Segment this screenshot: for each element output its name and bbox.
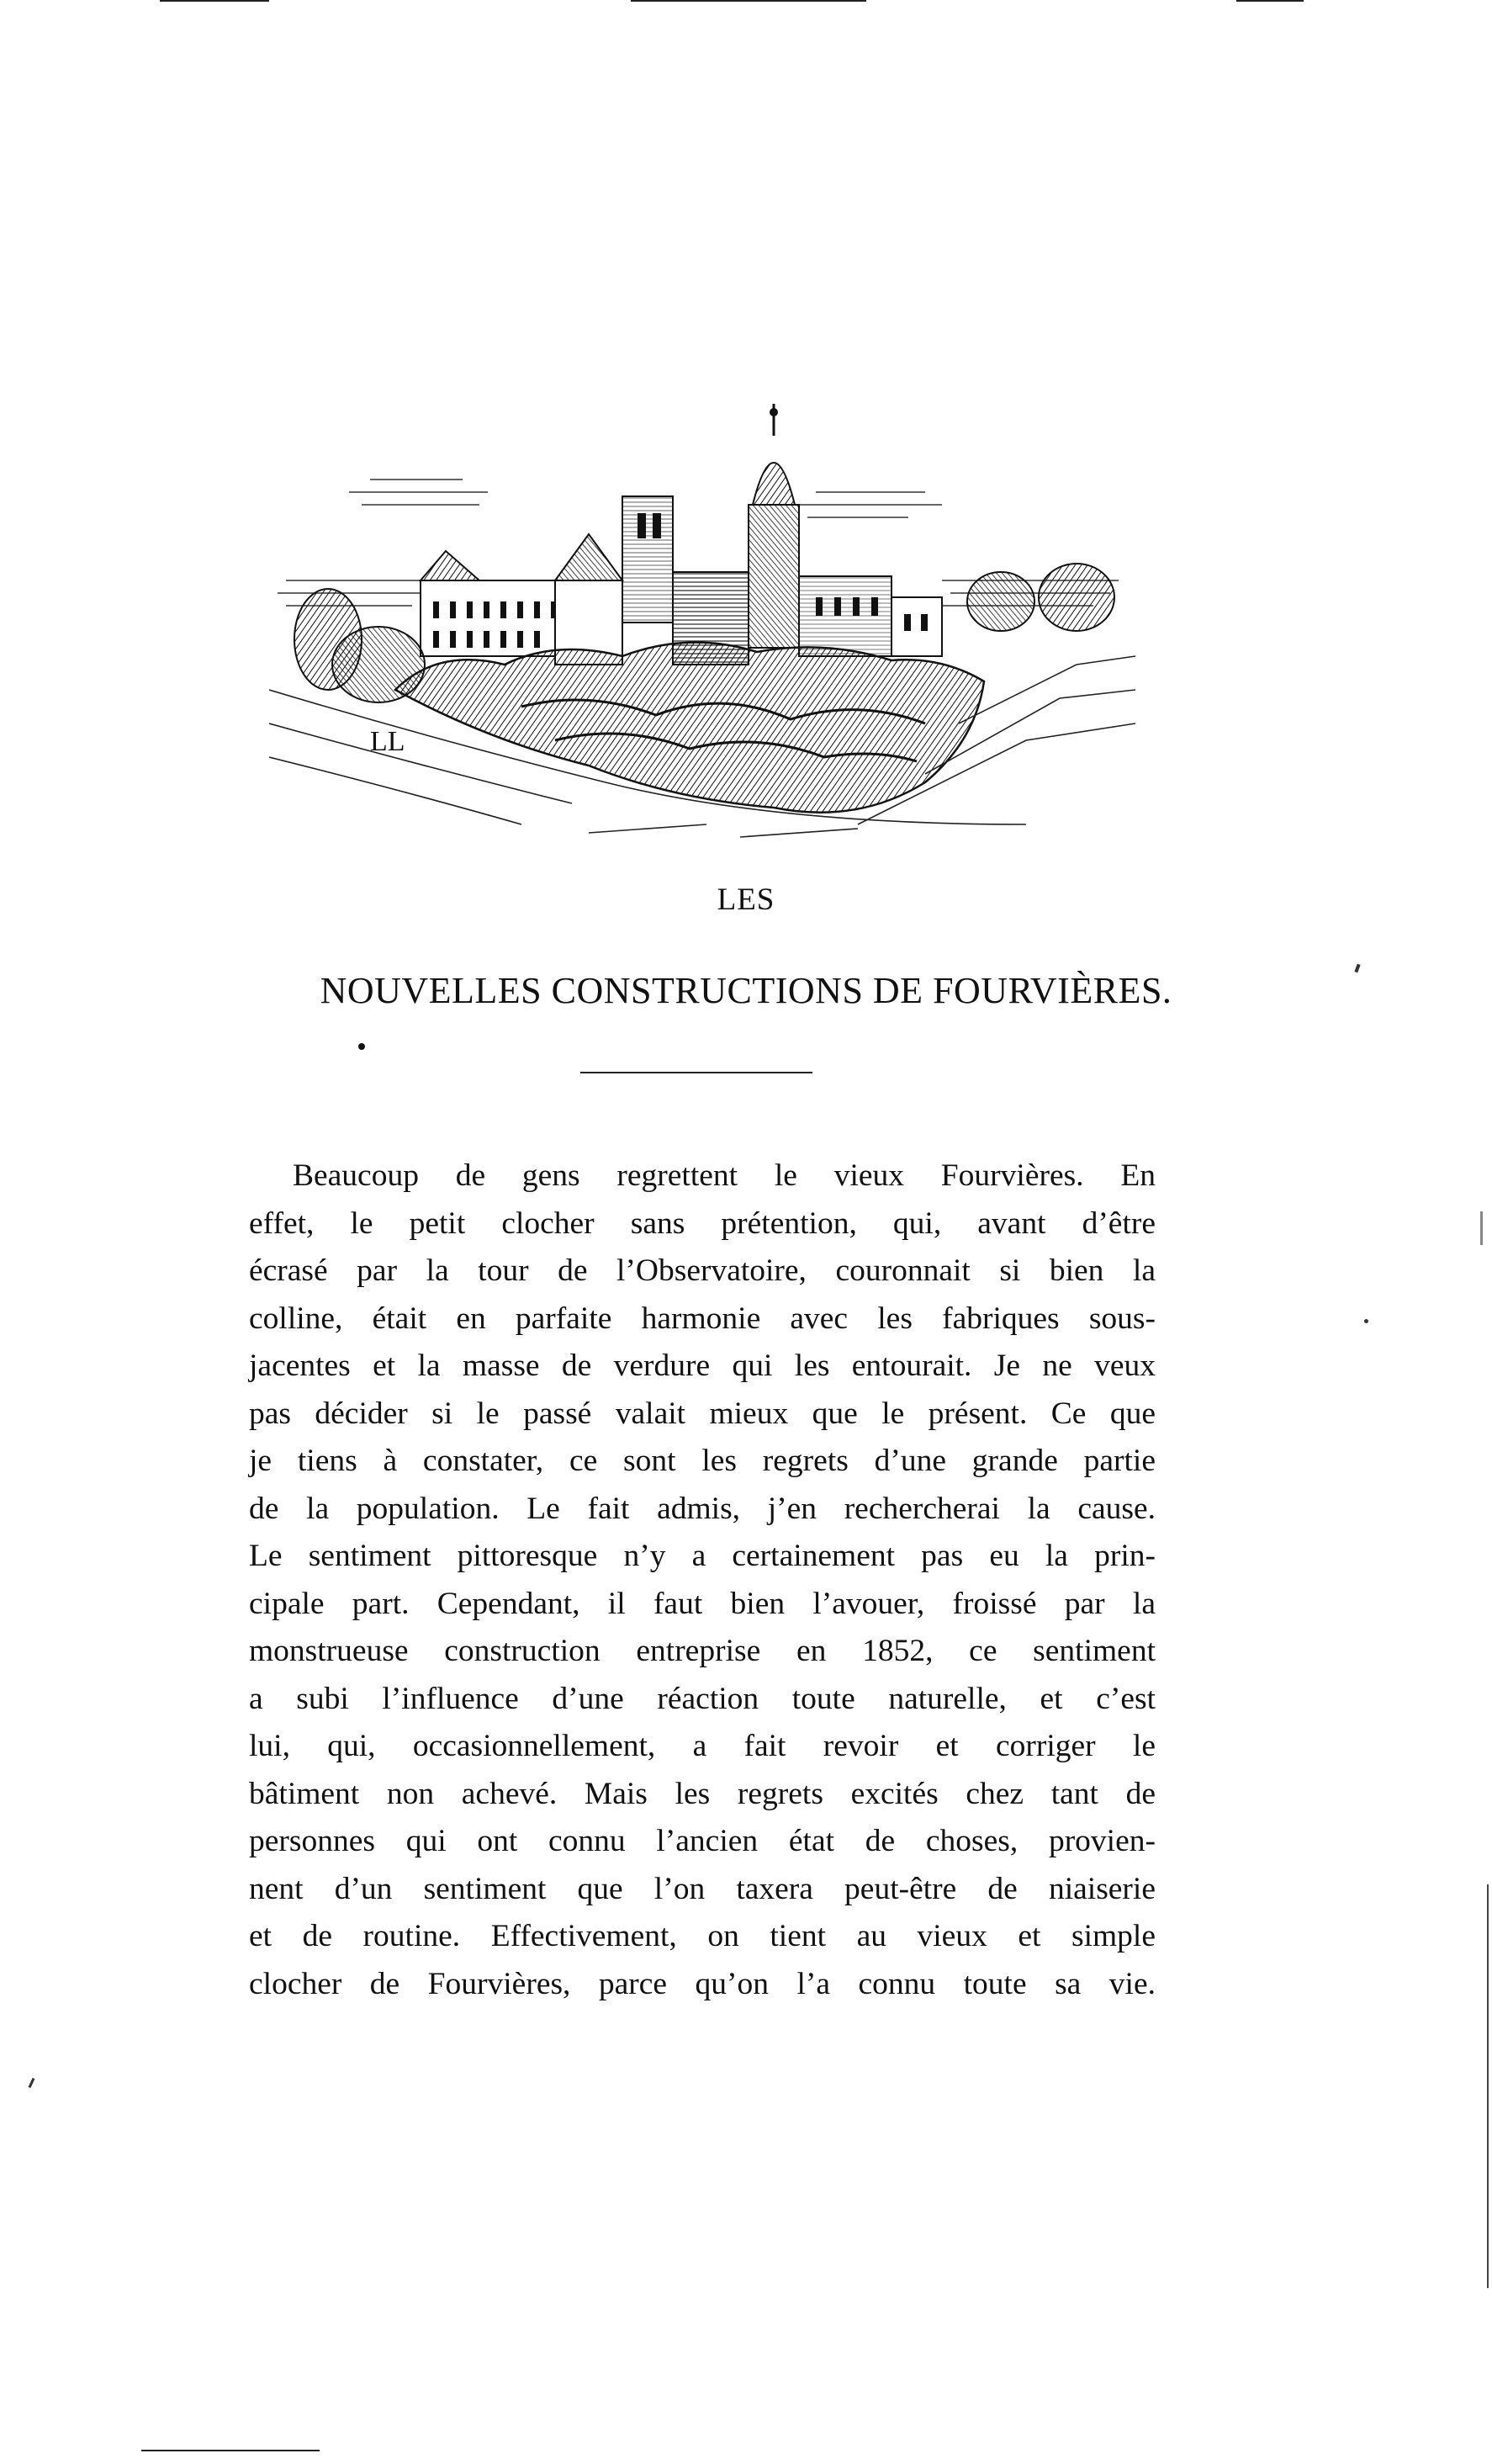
- text-line: et de routine. Effectivement, on tient au vieux et simple: [249, 1919, 1156, 1953]
- text-line: cipale part. Cependant, il faut bien l’avouer, froissé par la: [249, 1586, 1156, 1621]
- square-tower: [622, 496, 673, 623]
- margin-speck: [1364, 1319, 1368, 1323]
- text-line: a subi l’influence d’une réaction toute naturelle, et c’est: [249, 1681, 1156, 1716]
- text-line: effet, le petit clocher sans prétention, qui, avant d’être: [249, 1206, 1156, 1241]
- text-line: lui, qui, occasionnellement, a fait revoir et corriger le: [249, 1729, 1156, 1763]
- margin-speck: [29, 2078, 35, 2088]
- ink-dot: [358, 1043, 365, 1050]
- page-edge-line: [1487, 1884, 1489, 2288]
- bell-tower: [749, 404, 799, 648]
- section-separator: [580, 1072, 812, 1073]
- text-line: jacentes et la masse de verdure qui les entourait. Je ne veux: [249, 1349, 1156, 1383]
- text-line: écrasé par la tour de l’Observatoire, couronnait si bien la: [249, 1253, 1156, 1288]
- text-line: je tiens à constater, ce sont les regrets d’une grande partie: [249, 1444, 1156, 1478]
- body-paragraph: [249, 1153, 1156, 2008]
- text-line: Le sentiment pittoresque n’y a certainement pas eu la prin-: [249, 1539, 1156, 1573]
- top-edge-marks: [160, 0, 1337, 3]
- text-line: nent d’un sentiment que l’on taxera peut-être de niaiserie: [249, 1871, 1156, 1906]
- engraving-fourvieres-hill: [269, 387, 1144, 841]
- heading-les: LES: [717, 882, 775, 917]
- text-line: Beaucoup de gens regrettent le vieux Fourvières. En: [293, 1158, 1156, 1193]
- text-line: clocher de Fourvières, parce qu’on l’a connu toute sa vie.: [249, 1966, 1156, 2001]
- page-title: NOUVELLES CONSTRUCTIONS DE FOURVIÈRES.: [320, 970, 1172, 1011]
- text-line: de la population. Le fait admis, j’en rechercherai la cause.: [249, 1491, 1156, 1526]
- long-building: [421, 534, 622, 665]
- text-line: personnes qui ont connu l’ancien état de choses, provien-: [249, 1824, 1156, 1858]
- vegetation-mass: [395, 643, 984, 813]
- trees-right: [967, 564, 1114, 631]
- margin-speck: [1480, 1211, 1483, 1245]
- text-line: pas décider si le passé valait mieux que le présent. Ce que: [249, 1396, 1156, 1431]
- text-line: colline, était en parfaite harmonie avec les fabriques sous-: [249, 1301, 1156, 1336]
- text-line: bâtiment non achevé. Mais les regrets excités chez tant de: [249, 1776, 1156, 1811]
- engraver-monogram: LL: [370, 726, 405, 757]
- bottom-edge-rule: [141, 2450, 320, 2451]
- text-line: monstrueuse construction entreprise en 1852, ce sentiment: [249, 1634, 1156, 1668]
